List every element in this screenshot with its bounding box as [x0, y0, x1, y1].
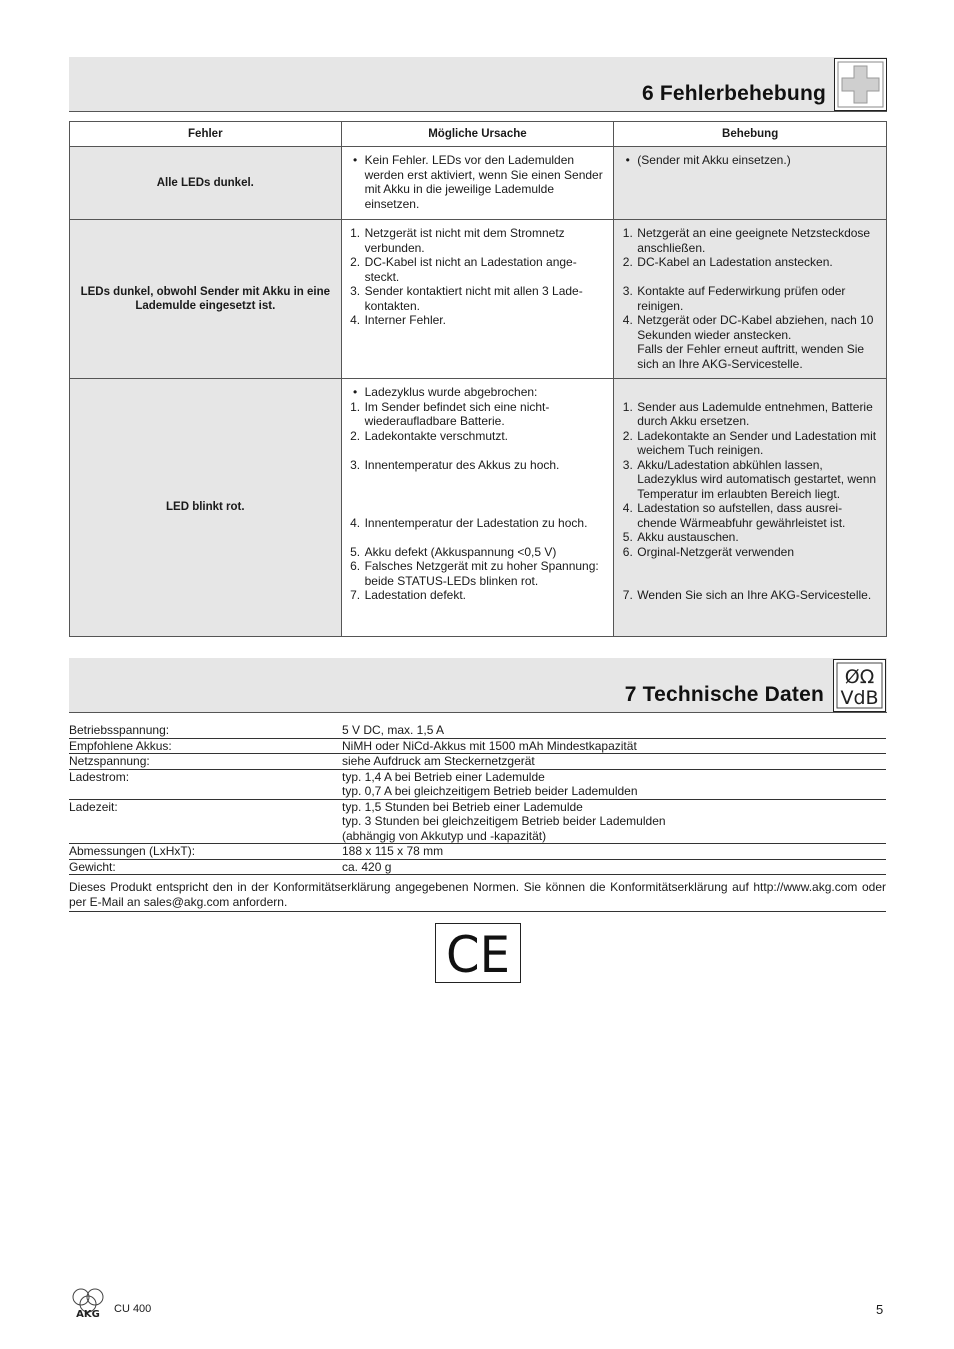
spec-row: [69, 860, 886, 876]
spec-value: typ. 1,4 A bei Betrieb einer Lademulde typ. 0,7 A bei gleichzeitigem Betrieb beider Lademulden: [342, 769, 638, 798]
spec-row: [69, 800, 886, 845]
svg-text:AKG: AKG: [76, 1309, 100, 1320]
error-cell: LED blinkt rot.: [70, 379, 342, 637]
spec-label: Betriebsspannung:: [69, 723, 170, 737]
spec-value: typ. 1,5 Stunden bei Betrieb einer Lademulde typ. 3 Stunden bei gleichzeitigem Betrieb beider Lademulden (abhängig von Akkutyp und -kapazität): [342, 799, 666, 843]
spec-value: ca. 420 g: [342, 859, 392, 874]
spec-value: 188 x 115 x 78 mm: [342, 844, 444, 858]
spec-value: NiMH oder NiCd-Akkus mit 1500 mAh Mindestkapazität: [342, 738, 637, 753]
list-item: 2. DC-Kabel ist nicht an Ladestation ange-steckt.: [350, 255, 577, 284]
spec-label: Netzspannung:: [69, 754, 150, 768]
list-item: 4. Innentemperatur der Ladestation zu hoch.: [350, 515, 588, 530]
spec-row: [69, 770, 886, 800]
list-item: 7. Ladestation defekt.: [350, 588, 467, 602]
list-item: • Ladezyklus wurde abgebrochen:: [352, 385, 538, 399]
spec-value: siehe Aufdruck am Steckernetzgerät: [342, 754, 535, 768]
section-6-title: 6 Fehlerbehebung: [641, 82, 826, 105]
list-item: 3. Kontakte auf Federwirkung prüfen oder reinigen.: [622, 284, 846, 313]
table-row: [70, 379, 887, 637]
spec-row: [69, 723, 886, 739]
cause-cell: [341, 147, 614, 220]
list-item: 7. Wenden Sie sich an Ihre AKG-Servicestelle.: [622, 588, 872, 602]
conformity-statement: Dieses Produkt entspricht den in der Konformitätserklärung angegebenen Normen. Sie können die Konformitätserklärung auf http://www.akg.com oder per E-Mail an sales@akg.com anfordern.: [69, 880, 886, 912]
list-item: 5. Akku austauschen.: [622, 530, 739, 544]
header-ursache: Mögliche Ursache: [341, 122, 614, 147]
footer-model: CU 400: [114, 1303, 152, 1315]
spec-label: Ladezeit:: [69, 799, 118, 814]
table-row: [70, 220, 887, 379]
list-item: 2. Ladekontakte an Sender und Ladestation mit weichem Tuch reinigen.: [622, 428, 877, 457]
table-header-row: [70, 122, 887, 147]
list-item: 3. Sender kontaktiert nicht mit allen 3 Lade-kontakten.: [350, 284, 583, 313]
akg-logo: [68, 1284, 108, 1320]
list-item: Falls der Fehler erneut auftritt, wenden Sie sich an Ihre AKG-Servicestelle.: [637, 342, 865, 371]
spec-row: [69, 754, 886, 770]
technical-specs: [69, 723, 886, 875]
error-cell: LEDs dunkel, obwohl Sender mit Akku in eine Lademulde eingesetzt ist.: [70, 220, 342, 379]
spec-label: Empfohlene Akkus:: [69, 738, 172, 753]
header-fehler: Fehler: [70, 122, 342, 147]
remedy-cell: [614, 379, 887, 637]
spec-row: [69, 844, 886, 860]
remedy-cell: [614, 220, 887, 379]
spec-label: Abmessungen (LxHxT):: [69, 844, 196, 858]
svg-text:ØΩ: ØΩ: [844, 666, 875, 688]
list-item: 2. DC-Kabel an Ladestation anstecken.: [622, 255, 833, 269]
svg-text:VdB: VdB: [840, 687, 879, 709]
list-item: 5. Akku defekt (Akkuspannung <0,5 V): [350, 544, 557, 559]
page-number: 5: [876, 1302, 884, 1317]
first-aid-cross-icon: [834, 58, 887, 111]
cause-cell: [341, 220, 614, 379]
list-item: • Kein Fehler. LEDs vor den Lademulden werden erst aktiviert, wenn Sie einen Sender mit Akku in die jeweilige Lademulde einsetzen.: [352, 153, 603, 211]
table-row: [70, 147, 887, 220]
header-behebung: Behebung: [614, 122, 887, 147]
spec-row: [69, 739, 886, 755]
error-cell: Alle LEDs dunkel.: [70, 147, 342, 220]
list-item: 4. Ladestation so aufstellen, dass ausrei-chende Wärmeabfuhr gewährleistet ist.: [622, 501, 846, 530]
list-item: 2. Ladekontakte verschmutzt.: [350, 428, 509, 443]
list-item: 1. Netzgerät an eine geeignete Netzsteckdose anschließen.: [622, 226, 871, 255]
list-item: 6. Orginal-Netzgerät verwenden: [622, 544, 795, 559]
list-item: • (Sender mit Akku einsetzen.): [625, 153, 791, 167]
list-item: 4. Netzgerät oder DC-Kabel abziehen, nach 10 Sekunden wieder anstecken.: [622, 313, 874, 342]
spec-label: Ladestrom:: [69, 769, 130, 784]
svg-text:CE: CE: [446, 926, 510, 982]
spec-label: Gewicht:: [69, 859, 116, 874]
section-7-title: 7 Technische Daten: [624, 683, 824, 706]
cause-cell: [341, 379, 614, 637]
oe-vdb-mark-icon: [833, 659, 886, 712]
troubleshooting-table: [69, 121, 887, 637]
list-item: 1. Im Sender befindet sich eine nicht-wiederaufladbare Batterie.: [350, 399, 550, 428]
list-item: 1. Sender aus Lademulde entnehmen, Batterie durch Akku ersetzen.: [622, 399, 873, 428]
remedy-cell: [614, 147, 887, 220]
list-item: 3. Innentemperatur des Akkus zu hoch.: [350, 457, 560, 472]
spec-value: 5 V DC, max. 1,5 A: [342, 723, 445, 737]
ce-mark-icon: [435, 923, 521, 983]
list-item: 4. Interner Fehler.: [350, 313, 446, 327]
list-item: 6. Falsches Netzgerät mit zu hoher Spannung: beide STATUS-LEDs blinken rot.: [350, 559, 599, 588]
list-item: 3. Akku/Ladestation abkühlen lassen, Ladezyklus wird automatisch gestartet, wenn Temperatur im erlaubten Bereich liegt.: [622, 457, 877, 501]
list-item: 1. Netzgerät ist nicht mit dem Stromnetz verbunden.: [350, 226, 565, 255]
